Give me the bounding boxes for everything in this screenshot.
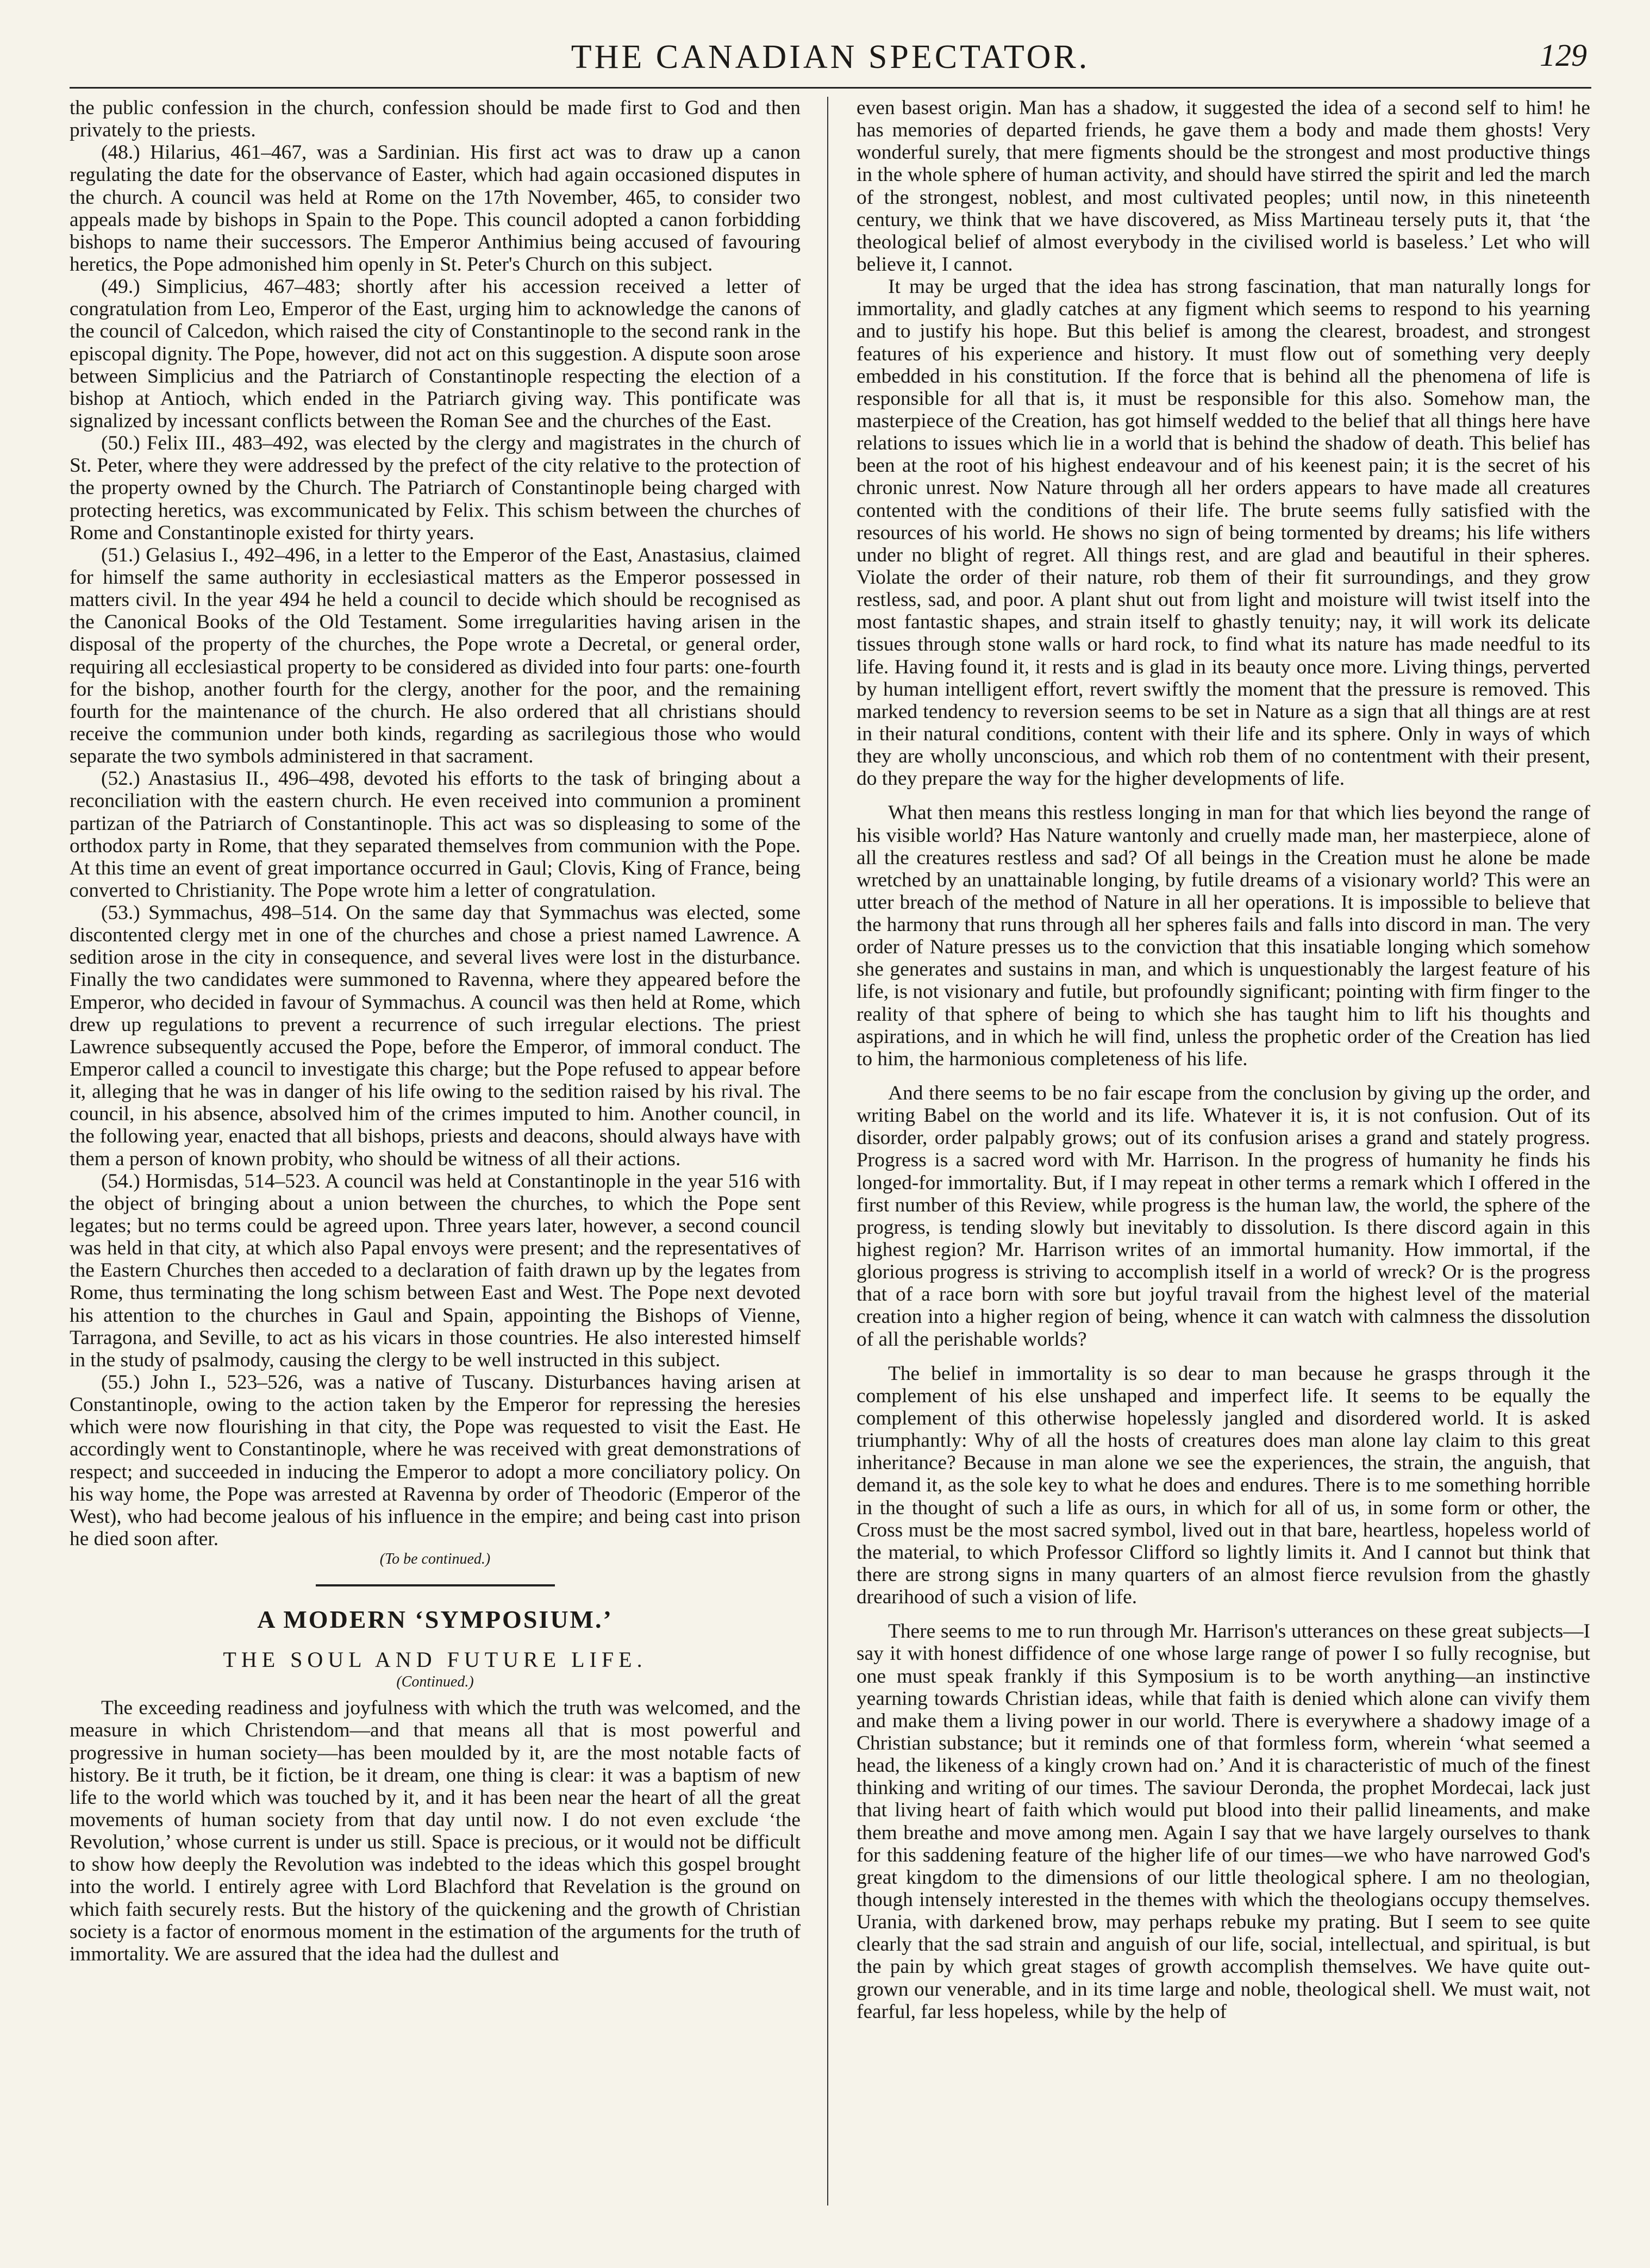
article-paragraph: the public confession in the church, confession should be made first to God and then privately to the priests. [70, 97, 801, 142]
article-paragraph: (54.) Hormisdas, 514–523. A council was held at Constantinople in the year 516 with the object of bringing about a union between the churches, to which the Pope sent legates; but no terms could be agreed upon. Three years later, however, a second council was held in that city, at which also Papal envoys were present; and the representatives of the Eastern Churches then acceded to a declaration of faith drawn up by the legates from Rome, thus terminating the long schism between East and West. The Pope next devoted his attention to the churches in Gaul and Spain, appointing the Bishops of Vienne, Tarragona, and Seville, to act as his vicars in those countries. He also interested himself in the study of psalmody, causing the clergy to be well instructed in this subject. [70, 1170, 801, 1371]
article-paragraph: (48.) Hilarius, 461–467, was a Sardinian. His first act was to draw up a canon regulating the date for the observance of Easter, which had again occasioned disputes in the church. A council was held at Rome on the 17th November, 465, to consider two appeals made by bishops in Spain to the Pope. This council adopted a canon forbidding bishops to name their successors. The Emperor Anthimius being accused of favouring heretics, the Pope admonished him openly in St. Peter's Church on this subject. [70, 141, 801, 276]
right-paragraphs [857, 97, 1590, 2023]
article-paragraph: (50.) Felix III., 483–492, was elected by the clergy and magistrates in the church of St. Peter, where they were addressed by the prefect of the city relative to the protection of the property owned by the Church. The Patriarch of Constantinople being charged with protecting heretics, was excommunicated by Felix. This schism between the churches of Rome and Constantinople existed for thirty years. [70, 432, 801, 544]
section-heading: A MODERN ‘SYMPOSIUM.’ [257, 1605, 613, 1633]
publication-title: THE CANADIAN SPECTATOR. [571, 39, 1090, 76]
page-number: 129 [1540, 38, 1587, 73]
article-paragraph: And there seems to be no fair escape from the conclusion by giving up the order, and writing Babel on the world and its life. Whatever it is, it is not confusion. Out of its disorder, order palpably grows; out of its confusion arises a grand and stately progress. Progress is a sacred word with Mr. Harrison. In the progress of humanity he finds his longed-for immortality. But, if I may repeat in other terms a remark which I offered in the first number of this Review, while progress is the human law, the world, the sphere of the progress, is tending slowly but inevitably to dissolution. Is there discord again in this highest region? Mr. Harrison writes of an immortal humanity. How immortal, if the glorious progress is striving to accomplish itself in a world of wreck? Or is the progress that of a race born with sore but joyful travail from the highest level of the material creation into a higher region of being, whence it can watch with calmness the dissolution of all the perishable worlds? [857, 1082, 1590, 1351]
article-paragraph: even basest origin. Man has a shadow, it suggested the idea of a second self to him! he has memories of departed friends, he gave them a body and made them ghosts! Very wonderful surely, that mere figments should be the strongest and most productive things in the whole sphere of human activity, and should have stirred the spirit and led the march of the strongest, noblest, and most cultivated peoples; until now, in this nineteenth century, we think that we have discovered, as Miss Martineau tersely puts it, that ‘the theological belief of almost everybody in the civilised world is baseless.’ Let who will believe it, I cannot. [857, 97, 1590, 276]
section-subheading: THE SOUL AND FUTURE LIFE. [223, 1647, 647, 1672]
article-paragraph: The exceeding readiness and joyfulness with which the truth was welcomed, and the measure in which Christendom—and that means all that is most powerful and progressive in human society—has been moulded by it, are the most notable facts of history. Be it truth, be it fiction, be it dream, one thing is clear: it was a baptism of new life to the world which was touched by it, and it has been near the heart of all the great movements of human society from that day until now. I do not even exclude ‘the Revolution,’ whose current is under us still. Space is precious, or it would not be difficult to show how deeply the Revolution was indebted to the ideas which this gospel brought into the world. I entirely agree with Lord Blachford that Revelation is the ground on which faith securely rests. But the history of the quickening and the growth of Christian society is a factor of enormous moment in the estimation of the arguments for the truth of immortality. We are assured that the idea had the dullest and [70, 1697, 801, 1965]
article-paragraph: (52.) Anastasius II., 496–498, devoted his efforts to the task of bringing about a reconciliation with the eastern church. He even received into communion a prominent partizan of the Patriarch of Constantinople. This act was so displeasing to some of the orthodox party in Rome, that they separated themselves from communion with the Pope. At this time an event of great importance occurred in Gaul; Clovis, King of France, being converted to Christianity. The Pope wrote him a letter of congratulation. [70, 767, 801, 902]
article-paragraph: The belief in immortality is so dear to man because he grasps through it the complement of his else unshaped and imperfect life. It seems to be equally the complement of this otherwise hopelessly jangled and disordered world. It is asked triumphantly: Why of all the hosts of creatures does man alone lay claim to this great inheritance? Because in man alone we see the experiences, the strain, the anguish, that demand it, as the sole key to what he does and endures. There is to me something horrible in the thought of such a life as ours, in which for all of us, in some form or other, the Cross must be the most sacred symbol, lived out in that bare, heartless, hopeless world of the material, to which Professor Clifford so lightly limits it. And I cannot but think that there are strong signs in many quarters of an almost fierce revulsion from the ghastly drearihood of such a vision of life. [857, 1362, 1590, 1609]
article-paragraph: There seems to me to run through Mr. Harrison's utterances on these great subjects—I say it with honest diffidence of one whose large range of power I so fully recognise, but one must speak frankly if this Symposium is to be worth anything—an instinctive yearning towards Christian ideas, while that faith is denied which alone can vivify them and make them a living power in our world. There is everywhere a shadowy image of a Christian substance; but it reminds one of that formless form, wherein ‘what seemed a head, the likeness of a kingly crown had on.’ And it is characteristic of much of the finest thinking and writing of our times. The saviour Deronda, the prophet Mordecai, lack just that living heart of faith which would put blood into their pallid lineaments, and make them breathe and move among men. Again I say that we have largely ourselves to thank for this saddening feature of the higher life of our times—we who have narrowed God's great kingdom to the dimensions of our little theological sphere. I am no theologian, though intensely interested in the themes with which the theologians occupy themselves. Urania, with darkened brow, may perhaps rebuke my prating. But I seem to see quite clearly that the sad strain and anguish of our life, social, intellectual, and spiritual, is but the pain by which great stages of growth accomplish themselves. We have quite out-grown our venerable, and in its time large and noble, theological shell. We must wait, not fearful, far less hopeless, while by the help of [857, 1620, 1590, 2023]
article-paragraph: It may be urged that the idea has strong fascination, that man naturally longs for immortality, and gladly catches at any figment which seems to respond to his yearning and to justify his hope. But this belief is among the clearest, broadest, and strongest features of his experience and history. It must flow out of something very deeply embedded in his constitution. If the force that is behind all the phenomena of life is responsible for all that is, it must be responsible for this also. Somehow man, the masterpiece of the Creation, has got himself wedded to the belief that all things here have relations to issues which lie in a world that is behind the shadow of death. This belief has been at the root of his highest endeavour and of his keenest pain; it is the secret of his chronic unrest. Now Nature through all her orders appears to have made all creatures contented with the conditions of their life. The brute seems fully satisfied with the resources of his world. He shows no sign of being tormented by dreams; his life withers under no blight of regret. All things rest, and are glad and beautiful in their spheres. Violate the order of their nature, rob them of their fit surroundings, and they grow restless, sad, and poor. A plant shut out from light and moisture will twist itself into the most fantastic shapes, and strain itself to ghastly tenuity; nay, it will work its delicate tissues through stone walls or hard rock, to find what its nature has made needful to its life. Having found it, it rests and is glad in its beauty once more. Living things, perverted by human intelligent effort, revert swiftly the moment that the pressure is removed. This marked tendency to reversion seems to be set in Nature as a sign that all things are at rest in their natural conditions, content with their life and its sphere. Only in ways of which they are wholly unconscious, and which rob them of no contentment with their present, do they prepare the way for the higher developments of life. [857, 276, 1590, 790]
left-column [70, 97, 801, 2216]
left-paragraphs [70, 97, 801, 1550]
right-column [857, 97, 1590, 2216]
article-paragraph: (53.) Symmachus, 498–514. On the same day that Symmachus was elected, some discontented clergy met in one of the churches and chose a priest named Lawrence. A sedition arose in the city in consequence, and several lives were lost in the disturbance. Finally the two candidates were summoned to Ravenna, where they appeared before the Emperor, who decided in favour of Symmachus. A council was then held at Rome, which drew up regulations to prevent a recurrence of such irregular elections. The priest Lawrence subsequently accused the Pope, before the Emperor, of immoral conduct. The Emperor called a council to investigate this charge; but the Pope refused to appear before it, alleging that he was in danger of his life owing to the sedition raised by his rival. The council, in his absence, absolved him of the crimes imputed to him. Another council, in the following year, enacted that all bishops, priests and deacons, should always have with them a person of known probity, who should be witness of all their actions. [70, 902, 801, 1170]
masthead [70, 33, 1591, 89]
article-paragraph: (51.) Gelasius I., 492–496, in a letter to the Emperor of the East, Anastasius, claimed for himself the same authority in ecclesiastical matters as the Emperor possessed in matters civil. In the year 494 he held a council to decide which should be recognised as the Canonical Books of the Old Testament. Some irregularities having arisen in the disposal of the property of the churches, the Pope wrote a Decretal, or general order, requiring all ecclesiastical property to be considered as divided into four parts: one-fourth for the bishop, another fourth for the clergy, another for the poor, and the remaining fourth for the maintenance of the church. He also ordered that all christians should receive the communion under both kinds, regarding as sacrilegious those who would separate the two symbols administered in that sacrament. [70, 543, 801, 768]
section-paragraphs [70, 1697, 801, 1965]
newspaper-page [70, 33, 1591, 2239]
to-be-continued-note: (To be continued.) [379, 1551, 491, 1568]
article-paragraph: (49.) Simplicius, 467–483; shortly after his accession received a letter of congratulation from Leo, Emperor of the East, urging him to acknowledge the canons of the council of Calcedon, which raised the city of Constantinople to the second rank in the episcopal dignity. The Pope, however, did not act on this suggestion. A dispute soon arose between Simplicius and the Patriarch of Constantinople respecting the election of a bishop at Antioch, which ended in the Patriarch giving way. This pontificate was signalized by incessant conflicts between the Roman See and the churches of the East. [70, 276, 801, 432]
columns [70, 97, 1591, 2216]
section-separator [316, 1584, 555, 1586]
article-paragraph: What then means this restless longing in man for that which lies beyond the range of his visible world? Has Nature wantonly and cruelly made man, her masterpiece, alone of all the creatures restless and sad? Of all beings in the Creation must he alone be made wretched by an unattainable longing, by futile dreams of a visionary world? This were an utter breach of the method of Nature in all her operations. It is impossible to believe that the harmony that runs through all her spheres fails and falls into discord in man. The very order of Nature presses us to the conviction that this insatiable longing which somehow she generates and sustains in man, and which is unquestionably the largest feature of his life, is not visionary and futile, but profoundly significant; pointing with firm finger to the reality of that sphere of being to which she has taught him to lift his thoughts and aspirations, and in which he will find, unless the prophetic order of the Creation has lied to him, the harmonious completeness of his life. [857, 802, 1590, 1070]
continued-note: (Continued.) [396, 1673, 474, 1690]
article-paragraph: (55.) John I., 523–526, was a native of Tuscany. Disturbances having arisen at Constantinople, owing to the action taken by the Emperor for repressing the heresies which were now flourishing in that city, the Pope was requested to visit the East. He accordingly went to Constantinople, where he was received with great demonstrations of respect; and succeeded in inducing the Emperor to adopt a more conciliatory policy. On his way home, the Pope was arrested at Ravenna by order of Theodoric (Emperor of the West), who had become jealous of his influence in the empire; and being cast into prison he died soon after. [70, 1371, 801, 1550]
